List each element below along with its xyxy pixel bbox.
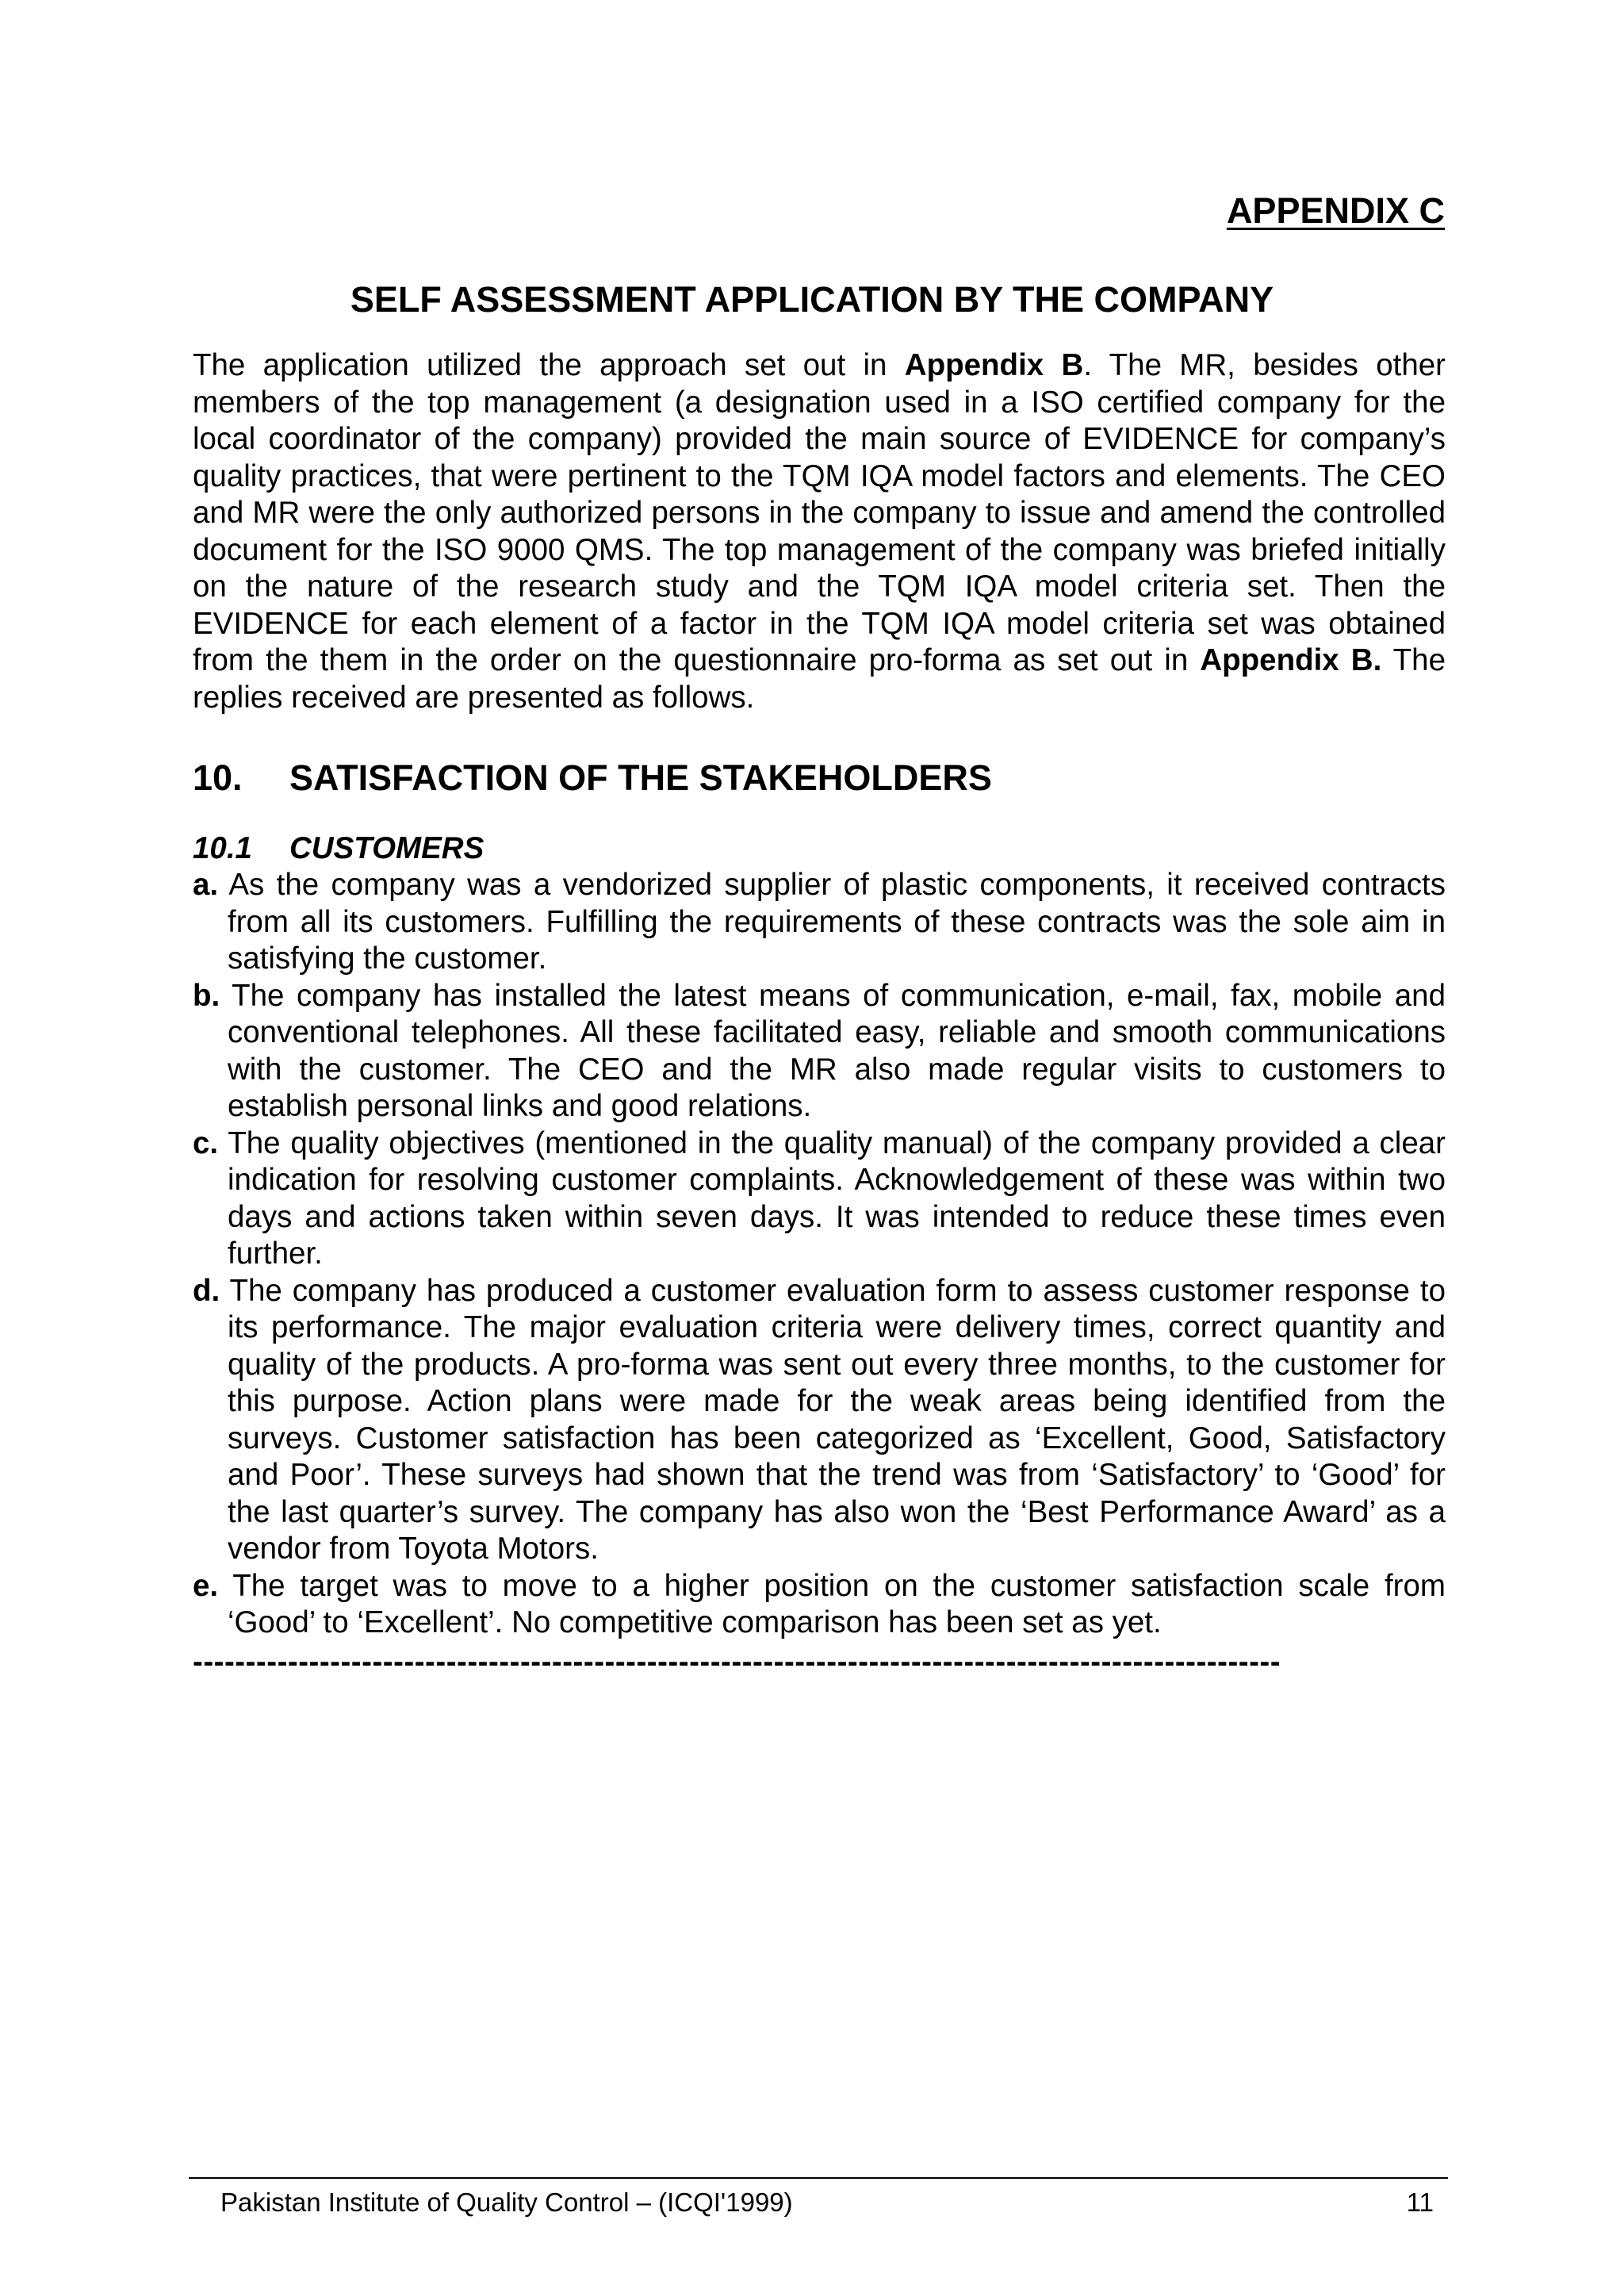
appendix-label: APPENDIX C <box>1226 190 1445 231</box>
intro-text-3: The replies received are presented as follows. <box>193 643 1446 715</box>
item-marker: e. <box>193 1568 219 1603</box>
list-item <box>193 978 1446 1125</box>
item-marker: a. <box>193 868 219 902</box>
item-text: The company has installed the latest means of communication, e-mail, fax, mobile and conventional telephones. All these facilitated easy, reliable and smooth communications with the customer. The CEO and the MR also made regular visits to customers to establish personal links and good relations. <box>228 978 1446 1123</box>
section-title: SATISFACTION OF THE STAKEHOLDERS <box>289 757 992 798</box>
dashed-separator: ------------------------------------------------------------------------------------------------------- <box>193 1644 1281 1679</box>
footer-institution: Pakistan Institute of Quality Control – (ICQI'1999) <box>220 2188 793 2217</box>
list-item <box>193 867 1446 978</box>
intro-text-1: The application utilized the approach set out in <box>193 348 905 382</box>
subsection-title: CUSTOMERS <box>289 831 485 865</box>
item-text: As the company was a vendorized supplier of plastic components, it received contracts from all its customers. Fulfilling the requirements of these contracts was the sole aim in satisfying the customer. <box>228 868 1446 976</box>
item-marker: c. <box>193 1125 219 1160</box>
page-number: 11 <box>1406 2188 1434 2217</box>
item-text: The quality objectives (mentioned in the quality manual) of the company provided a clear indication for resolving customer complaints. Acknowledgement of these was within two days and actions taken within seven days. It was intended to reduce these times even further. <box>228 1125 1446 1271</box>
intro-bold-appendix-b-2: Appendix B. <box>1200 643 1382 677</box>
intro-bold-appendix-b: Appendix B <box>904 348 1084 382</box>
page-title: SELF ASSESSMENT APPLICATION BY THE COMPANY <box>350 279 1274 320</box>
list-item <box>193 1273 1446 1568</box>
section-number: 10. <box>193 757 243 798</box>
customer-items-list <box>193 867 1446 1642</box>
list-item <box>193 1125 1446 1273</box>
item-text: The company has produced a customer evaluation form to assess customer response to its performance. The major evaluation criteria were delivery times, correct quantity and quality of the products. A pro-forma was sent out every three months, to the customer for this purpose. Action plans were made for the weak areas being identified from the surveys. Customer satisfaction has been categorized as ‘Excellent, Good, Satisfactory and Poor’. These surveys had shown that the trend was from ‘Satisfactory’ to ‘Good’ for the last quarter’s survey. The company has also won the ‘Best Performance Award’ as a vendor from Toyota Motors. <box>228 1273 1446 1566</box>
intro-text-2: . The MR, besides other members of the top management (a designation used in a ISO certified company for the local coordinator of the company) provided the main source of EVIDENCE for company’s quality practices, that were pertinent to the TQM IQA model factors and elements. The CEO and MR were the only authorized persons in the company to issue and amend the controlled document for the ISO 9000 QMS. The top management of the company was briefed initially on the nature of the research study and the TQM IQA model criteria set. Then the EVIDENCE for each element of a factor in the TQM IQA model criteria set was obtained from the them in the order on the questionnaire pro-forma as set out in <box>193 348 1446 677</box>
section-heading <box>193 756 1446 800</box>
list-item <box>193 1568 1446 1642</box>
footer-divider <box>189 2177 1448 2179</box>
item-marker: d. <box>193 1273 220 1308</box>
intro-paragraph <box>193 347 1446 716</box>
item-marker: b. <box>193 978 220 1013</box>
body-content <box>193 347 1446 1680</box>
item-text: The target was to move to a higher position on the customer satisfaction scale from ‘Good’ to ‘Excellent’. No competitive comparison has been set as yet. <box>228 1568 1446 1639</box>
subsection-number: 10.1 <box>193 831 252 865</box>
subsection-heading <box>193 830 1446 867</box>
